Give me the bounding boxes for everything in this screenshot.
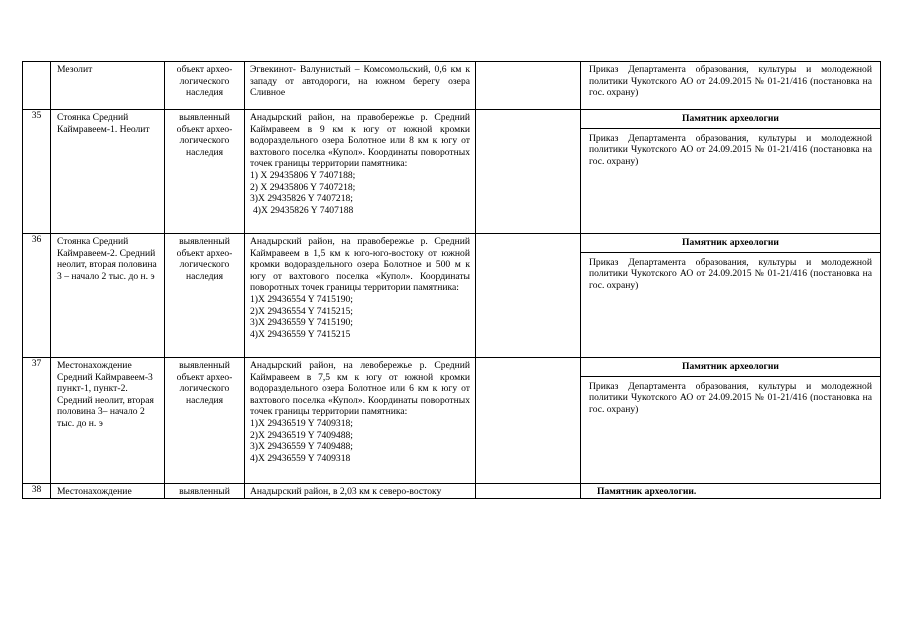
category-cell [165, 484, 245, 499]
coordinate-line: 2)X 29436554 Y 7415215; [250, 305, 353, 317]
document-cell [581, 62, 881, 110]
monument-type-title: Памятник археологии [581, 234, 880, 253]
object-name-cell [51, 358, 165, 484]
object-name: Местонахождение [57, 486, 132, 497]
coordinate-line: 4)X 29435826 Y 7407188 [253, 204, 354, 216]
location-cell [245, 110, 476, 234]
empty-cell [476, 234, 581, 358]
coordinate-line: 1)X 29436554 Y 7415190; [250, 293, 353, 305]
location-cell [245, 358, 476, 484]
table-row [23, 62, 881, 110]
object-location: Анадырский район, на правобережье р. Средний Каймравеем в 9 км к югу от южной кромки водораздельного озера Болотное или 8 км к югу от вахтового поселка «Купол». Координаты поворотных точек границы территории памятника: [250, 112, 470, 170]
location-cell [245, 484, 476, 499]
table-row [23, 358, 881, 484]
protection-order: Приказ Департамента образования, культуры и молодежной политики Чукотского АО от 24.09.2015 № 01-21/416 (постановка на гос. охрану) [589, 132, 872, 167]
object-name-cell [51, 484, 165, 499]
monument-type-title: Памятник археологии [581, 110, 880, 129]
row-number [23, 62, 51, 110]
empty-cell [476, 358, 581, 484]
empty-cell [476, 110, 581, 234]
coordinate-line: 3)X 29436559 Y 7415190; [250, 317, 353, 329]
table-row [23, 234, 881, 358]
coordinate-line: 1) X 29435806 Y 7407188; [250, 169, 356, 181]
object-category: выявленный объект архео-логического наследия [176, 112, 233, 158]
document-cell [581, 358, 881, 484]
monument-type-title: Памятник археологии [581, 358, 880, 377]
object-category: выявленный объект архео-логического наследия [176, 360, 233, 406]
object-location: Анадырский район, в 2,03 км к северо-востоку [250, 486, 442, 497]
category-cell [165, 358, 245, 484]
coordinate-line: 3)X 29435826 Y 7407218; [250, 193, 353, 205]
object-name-cell [51, 234, 165, 358]
protection-order: Приказ Департамента образования, культуры и молодежной политики Чукотского АО от 24.09.2015 № 01-21/416 (постановка на гос. охрану) [589, 64, 872, 99]
table-row [23, 110, 881, 234]
heritage-register-table [22, 61, 881, 499]
location-cell [245, 62, 476, 110]
object-location: Эгвекинот- Валунистый – Комсомольский, 0,6 км к западу от автодороги, на южном берегу озера Сливное [250, 64, 470, 99]
category-cell [165, 62, 245, 110]
empty-cell [476, 484, 581, 499]
object-name-cell [51, 62, 165, 110]
object-name: Местонахождение Средний Каймравеем-3 пункт-1, пункт-2. Средний неолит, вторая половина 3– начало 2 тыс. до н. э [57, 360, 154, 429]
protection-order: Приказ Департамента образования, культуры и молодежной политики Чукотского АО от 24.09.2015 № 01-21/416 (постановка на гос. охрану) [589, 256, 872, 291]
protection-order: Приказ Департамента образования, культуры и молодежной политики Чукотского АО от 24.09.2015 № 01-21/416 (постановка на гос. охрану) [589, 380, 872, 415]
object-location: Анадырский район, на левобережье р. Средний Каймравеем в 7,5 км к югу от южной кромки водораздельного озера Болотное или 6 км к югу от вахтового поселка «Купол». Координаты поворотных точек границы территории памятника: [250, 360, 470, 418]
location-cell [245, 234, 476, 358]
object-category: объект архео-логического наследия [176, 64, 233, 99]
category-cell [165, 110, 245, 234]
coordinate-line: 1)X 29436519 Y 7409318; [250, 417, 353, 429]
row-number: 35 [23, 110, 51, 234]
coordinate-line: 2)X 29436519 Y 7409488; [250, 429, 353, 441]
coordinate-line: 4)X 29436559 Y 7409318 [250, 452, 351, 464]
category-cell [165, 234, 245, 358]
table-row [23, 484, 881, 499]
object-location: Анадырский район, на правобережье р. Средний Каймравеем в 1,5 км к юго-юго-востоку от южной кромки водораздельного озера Болотное и 500 м к югу от вахтового поселка «Купол». Координаты поворотных точек границы территории памятника: [250, 236, 470, 294]
empty-cell [476, 62, 581, 110]
document-cell [581, 234, 881, 358]
coordinate-line: 3)X 29436559 Y 7409488; [250, 441, 353, 453]
object-category: выявленный [179, 486, 230, 497]
object-name-cell [51, 110, 165, 234]
object-name: Стоянка Средний Каймравеем-2. Средний неолит, вторая половина 3 – начало 2 тыс. до н. э [57, 236, 157, 282]
coordinate-line: 2) X 29435806 Y 7407218; [250, 181, 356, 193]
object-name: Мезолит [57, 64, 93, 75]
document-cell [581, 484, 881, 499]
object-name: Стоянка Средний Каймравеем-1. Неолит [57, 112, 150, 135]
document-cell [581, 110, 881, 234]
coordinate-line: 4)X 29436559 Y 7415215 [250, 328, 351, 340]
object-category: выявленный объект архео-логического наследия [176, 236, 233, 282]
row-number: 37 [23, 358, 51, 484]
monument-type-title: Памятник археологии. [597, 486, 697, 497]
row-number: 36 [23, 234, 51, 358]
row-number: 38 [23, 484, 51, 499]
